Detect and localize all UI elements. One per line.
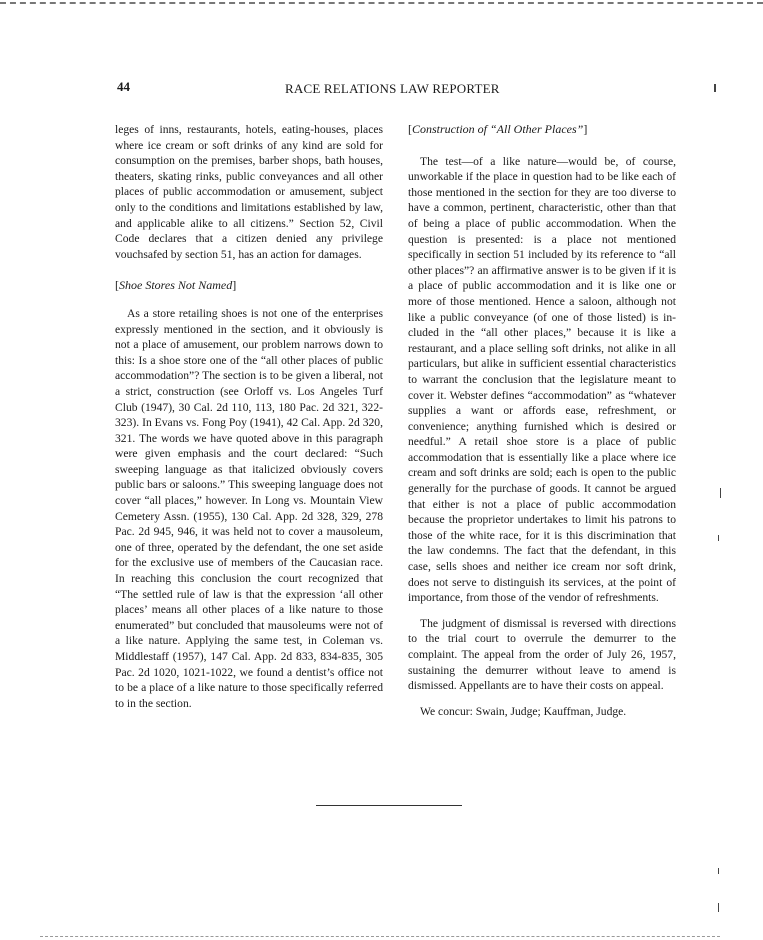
page-bottom-edge	[40, 936, 720, 937]
right-paragraph-2: The judgment of dismissal is reversed with directions to the trial court to overrule the demurrer to the complaint. The appeal from the order of July 26, 1957, sustaining the demurrer without leave to amend is dismissed. Appellants are to have their costs on appeal.	[408, 616, 676, 693]
left-paragraph-2: As a store retailing shoes is not one of the enterprises expressly mentioned in the section, and it obviously is not a place of amusement, our problem narrows down to this: Is a shoe store one of the “all other places of public accommodation”? The section is to be given a liberal, not a strict, construction (see Orloff vs. Los Angeles Turf Club (1947), 30 Cal. 2d 110, 113, 180 Pac. 2d 321, 322-323). In Evans vs. Fong Poy (1941), 42 Cal. App. 2d 320, 321. The words we have quoted above in this paragraph were given emphasis and the court declared: “Such sweeping language as that italicized obviously covers public bars or saloons.” This sweeping language does not cover “all places,” however. In Long vs. Mountain View Cemetery Assn. (1955), 130 Cal. App. 2d 328, 329, 278 Pac. 2d 945, 946, it was held not to cover a mausoleum, one of three, operated by the defendant, the one set aside for the exclusive use of members of the Caucasian race. In reaching this conclusion the court recognized that “The settled rule of law is that the expression ‘all other places’ means all other places of a like nature to those enumerated” but concluded that mausoleums were not of a like nature. Applying the same test, in Coleman vs. Middlestaff (1957), 147 Cal. App. 2d 833, 834-835, 305 Pac. 2d 1020, 1021-1022, we found a dentist’s office not to be a place of a like nature to those specifically referred to in the section.	[115, 306, 383, 710]
margin-mark	[718, 903, 719, 912]
right-column	[408, 122, 676, 719]
margin-mark	[714, 84, 716, 92]
page-top-edge	[0, 2, 763, 4]
end-of-opinion-rule	[316, 805, 462, 806]
right-paragraph-1: The test—of a like nature—would be, of course, unworkable if the place in question had to be like each of those mentioned in the section for they are too diverse to have a common, pertinent, characteristic, other than that of being a place of public accommodation. When the question is presented: is a place not mentioned specifically in section 51 included by its reference to “all other places”? an affirmative answer is to be given if it is a place of public accommodation and it is like one or more of those mentioned. Hence a saloon, although not like a public conveyance (of one of those listed) is included in the “all other places,” because it is like a restaurant, and a place selling soft drinks, not alike in all particulars, but alike in sufficient essential characteristics to warrant the conclusion that the legislature meant to cover it. Webster defines “accommodation” as “whatever supplies a want or affords ease, refreshment, or convenience; anything furnished which is desired or needful.” A retail shoe store is a place of public accommodation that is essentially like a place where ice cream and soft drinks are sold; each is open to the public generally for the purchase of goods. It cannot be argued that either is not a place of public accommodation because the proprietor undertakes to limit his patrons to those of the white race, for it is this discrimination that the law condemns. The fact that the defendant, in this case, sells shoes and neither ice cream nor soft drink, does not serve to distinguish its services, at the point of importance, from those of the vendor of refreshments.	[408, 154, 676, 605]
left-column	[115, 122, 383, 711]
left-paragraph-1: leges of inns, restaurants, hotels, eating-houses, places where ice cream or soft drinks of any kind are sold for consumption on the premises, barber shops, bath houses, theaters, skating rinks, public conveyances and all other places of public accommodation or amusement, subject only to the conditions and limitations established by law, and applicable alike to all citizens.” Section 52, Civil Code declares that a citizen denied any privilege vouchsafed by section 51, has an action for damages.	[115, 123, 383, 261]
section-heading-construction-text: Construction of “All Other Places”	[412, 122, 584, 136]
margin-mark	[718, 868, 719, 874]
section-heading-shoe-stores: [Shoe Stores Not Named]	[115, 278, 237, 293]
concurrence-line: We concur: Swain, Judge; Kauffman, Judge.	[420, 704, 627, 718]
section-heading-shoe-stores-text: Shoe Stores Not Named	[119, 278, 233, 293]
page-number: 44	[117, 79, 130, 94]
running-head: RACE RELATIONS LAW REPORTER	[285, 81, 500, 96]
section-heading-construction: [Construction of “All Other Places”]	[408, 122, 588, 136]
margin-mark	[718, 535, 719, 541]
margin-mark	[720, 488, 721, 498]
